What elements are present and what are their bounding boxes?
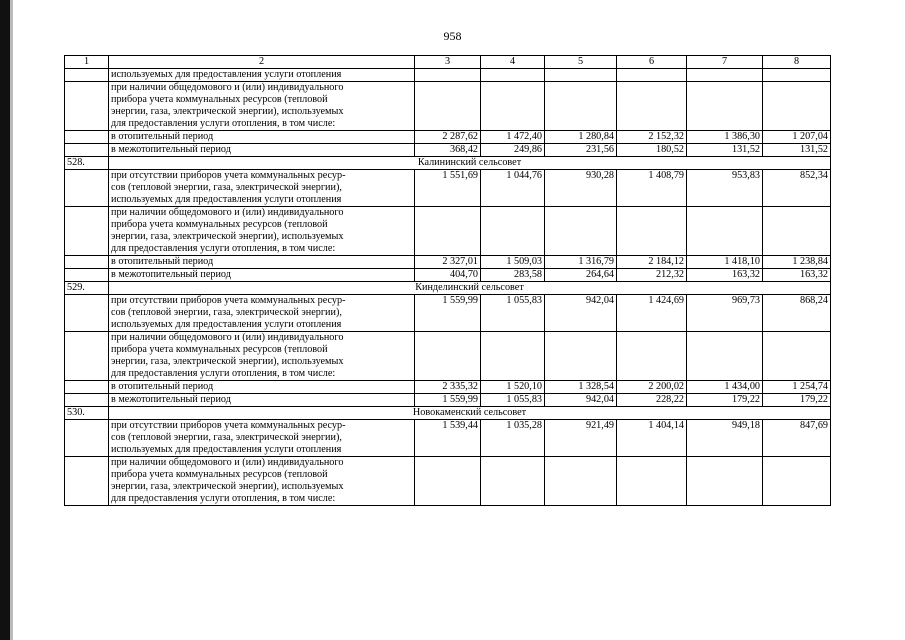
value-cell bbox=[763, 207, 831, 256]
value-cell: 179,22 bbox=[763, 394, 831, 407]
row-number bbox=[65, 131, 109, 144]
table-row bbox=[65, 131, 831, 144]
description-line: сов (тепловой энергии, газа, электрической энергии), bbox=[111, 182, 342, 193]
table-row bbox=[65, 295, 831, 332]
row-number: 528. bbox=[65, 157, 109, 170]
row-number bbox=[65, 207, 109, 256]
value-cell: 1 434,00 bbox=[687, 381, 763, 394]
value-cell: 1 408,79 bbox=[617, 170, 687, 207]
value-cell: 2 184,12 bbox=[617, 256, 687, 269]
row-number bbox=[65, 82, 109, 131]
column-number-header: 5 bbox=[545, 56, 617, 69]
row-description bbox=[109, 256, 415, 269]
description-line: при наличии общедомового и (или) индивидуального bbox=[111, 207, 344, 218]
value-cell bbox=[687, 332, 763, 381]
value-cell: 2 327,01 bbox=[415, 256, 481, 269]
column-number-header-row bbox=[65, 56, 831, 69]
value-cell bbox=[763, 332, 831, 381]
value-cell bbox=[617, 332, 687, 381]
value-cell bbox=[687, 207, 763, 256]
section-title: Кинделинский сельсовет bbox=[109, 282, 831, 295]
value-cell bbox=[481, 69, 545, 82]
value-cell bbox=[687, 69, 763, 82]
table-row bbox=[65, 256, 831, 269]
value-cell: 1 328,54 bbox=[545, 381, 617, 394]
description-line: при отсутствии приборов учета коммунальных ресур- bbox=[111, 420, 346, 431]
value-cell bbox=[415, 457, 481, 506]
column-number-header: 7 bbox=[687, 56, 763, 69]
column-number-header: 1 bbox=[65, 56, 109, 69]
value-cell: 969,73 bbox=[687, 295, 763, 332]
row-description bbox=[109, 457, 415, 506]
row-number bbox=[65, 170, 109, 207]
row-description bbox=[109, 332, 415, 381]
value-cell: 283,58 bbox=[481, 269, 545, 282]
table-row bbox=[65, 170, 831, 207]
description-line: в отопительный период bbox=[111, 381, 214, 392]
description-line: прибора учета коммунальных ресурсов (тепловой bbox=[111, 219, 328, 230]
value-cell bbox=[545, 457, 617, 506]
value-cell: 1 055,83 bbox=[481, 394, 545, 407]
value-cell: 231,56 bbox=[545, 144, 617, 157]
value-cell bbox=[415, 82, 481, 131]
description-line: в отопительный период bbox=[111, 131, 214, 142]
table-row bbox=[65, 457, 831, 506]
table-row bbox=[65, 420, 831, 457]
description-line: для предоставления услуги отопления, в том числе: bbox=[111, 243, 336, 254]
value-cell: 1 539,44 bbox=[415, 420, 481, 457]
value-cell: 212,32 bbox=[617, 269, 687, 282]
row-description bbox=[109, 144, 415, 157]
value-cell: 1 280,84 bbox=[545, 131, 617, 144]
description-line: используемых для предоставления услуги отопления bbox=[111, 444, 342, 455]
section-row bbox=[65, 282, 831, 295]
value-cell: 1 559,99 bbox=[415, 295, 481, 332]
value-cell bbox=[763, 457, 831, 506]
description-line: в межотопительный период bbox=[111, 394, 231, 405]
value-cell bbox=[481, 457, 545, 506]
table-row bbox=[65, 269, 831, 282]
row-description bbox=[109, 82, 415, 131]
row-description bbox=[109, 69, 415, 82]
value-cell: 1 520,10 bbox=[481, 381, 545, 394]
description-line: прибора учета коммунальных ресурсов (тепловой bbox=[111, 344, 328, 355]
value-cell: 1 386,30 bbox=[687, 131, 763, 144]
value-cell: 847,69 bbox=[763, 420, 831, 457]
value-cell: 228,22 bbox=[617, 394, 687, 407]
section-row bbox=[65, 407, 831, 420]
value-cell bbox=[763, 69, 831, 82]
value-cell: 1 404,14 bbox=[617, 420, 687, 457]
value-cell: 942,04 bbox=[545, 295, 617, 332]
table-row bbox=[65, 69, 831, 82]
row-description bbox=[109, 170, 415, 207]
description-line: при отсутствии приборов учета коммунальных ресур- bbox=[111, 170, 346, 181]
value-cell bbox=[545, 332, 617, 381]
table-row bbox=[65, 144, 831, 157]
table-row bbox=[65, 381, 831, 394]
description-line: в межотопительный период bbox=[111, 269, 231, 280]
value-cell bbox=[415, 69, 481, 82]
row-number: 529. bbox=[65, 282, 109, 295]
description-line: прибора учета коммунальных ресурсов (тепловой bbox=[111, 94, 328, 105]
description-line: энергии, газа, электрической энергии), используемых bbox=[111, 481, 344, 492]
value-cell: 2 287,62 bbox=[415, 131, 481, 144]
row-description bbox=[109, 381, 415, 394]
description-line: при наличии общедомового и (или) индивидуального bbox=[111, 332, 344, 343]
column-number-header: 4 bbox=[481, 56, 545, 69]
value-cell: 180,52 bbox=[617, 144, 687, 157]
row-number bbox=[65, 420, 109, 457]
description-line: для предоставления услуги отопления, в том числе: bbox=[111, 493, 336, 504]
value-cell: 163,32 bbox=[763, 269, 831, 282]
value-cell: 921,49 bbox=[545, 420, 617, 457]
value-cell bbox=[687, 82, 763, 131]
row-number bbox=[65, 69, 109, 82]
row-description bbox=[109, 394, 415, 407]
description-line: используемых для предоставления услуги отопления bbox=[111, 319, 342, 330]
description-line: для предоставления услуги отопления, в том числе: bbox=[111, 118, 336, 129]
row-description bbox=[109, 131, 415, 144]
description-line: для предоставления услуги отопления, в том числе: bbox=[111, 368, 336, 379]
description-line: в межотопительный период bbox=[111, 144, 231, 155]
value-cell bbox=[415, 207, 481, 256]
scan-edge-highlight bbox=[10, 0, 13, 640]
row-description bbox=[109, 420, 415, 457]
row-description bbox=[109, 295, 415, 332]
section-title: Новокаменский сельсовет bbox=[109, 407, 831, 420]
value-cell bbox=[481, 82, 545, 131]
value-cell: 1 551,69 bbox=[415, 170, 481, 207]
value-cell: 930,28 bbox=[545, 170, 617, 207]
value-cell bbox=[617, 82, 687, 131]
description-line: сов (тепловой энергии, газа, электрической энергии), bbox=[111, 432, 342, 443]
value-cell: 1 316,79 bbox=[545, 256, 617, 269]
value-cell bbox=[617, 457, 687, 506]
value-cell: 1 559,99 bbox=[415, 394, 481, 407]
value-cell: 368,42 bbox=[415, 144, 481, 157]
value-cell bbox=[481, 207, 545, 256]
row-number bbox=[65, 332, 109, 381]
table-row bbox=[65, 332, 831, 381]
page-number: 958 bbox=[443, 29, 462, 43]
row-number: 530. bbox=[65, 407, 109, 420]
value-cell bbox=[763, 82, 831, 131]
description-line: используемых для предоставления услуги отопления bbox=[111, 69, 342, 80]
description-line: энергии, газа, электрической энергии), используемых bbox=[111, 356, 344, 367]
value-cell: 2 335,32 bbox=[415, 381, 481, 394]
section-row bbox=[65, 157, 831, 170]
scan-edge-shadow bbox=[0, 0, 10, 640]
value-cell bbox=[481, 332, 545, 381]
column-number-header: 8 bbox=[763, 56, 831, 69]
value-cell: 852,34 bbox=[763, 170, 831, 207]
value-cell: 2 200,02 bbox=[617, 381, 687, 394]
description-line: при наличии общедомового и (или) индивидуального bbox=[111, 457, 344, 468]
value-cell bbox=[415, 332, 481, 381]
value-cell: 404,70 bbox=[415, 269, 481, 282]
value-cell: 2 152,32 bbox=[617, 131, 687, 144]
section-title: Калининский сельсовет bbox=[109, 157, 831, 170]
value-cell: 163,32 bbox=[687, 269, 763, 282]
description-line: при отсутствии приборов учета коммунальных ресур- bbox=[111, 295, 346, 306]
value-cell: 1 424,69 bbox=[617, 295, 687, 332]
row-number bbox=[65, 457, 109, 506]
value-cell: 131,52 bbox=[763, 144, 831, 157]
value-cell: 1 254,74 bbox=[763, 381, 831, 394]
value-cell: 1 472,40 bbox=[481, 131, 545, 144]
description-line: при наличии общедомового и (или) индивидуального bbox=[111, 82, 344, 93]
value-cell: 1 509,03 bbox=[481, 256, 545, 269]
value-cell bbox=[545, 69, 617, 82]
value-cell: 1 055,83 bbox=[481, 295, 545, 332]
value-cell: 1 035,28 bbox=[481, 420, 545, 457]
value-cell: 1 207,04 bbox=[763, 131, 831, 144]
row-number bbox=[65, 295, 109, 332]
table-row bbox=[65, 394, 831, 407]
value-cell: 1 418,10 bbox=[687, 256, 763, 269]
value-cell: 1 238,84 bbox=[763, 256, 831, 269]
tariff-table bbox=[64, 55, 831, 506]
value-cell: 1 044,76 bbox=[481, 170, 545, 207]
description-line: прибора учета коммунальных ресурсов (тепловой bbox=[111, 469, 328, 480]
row-number bbox=[65, 381, 109, 394]
description-line: энергии, газа, электрической энергии), используемых bbox=[111, 231, 344, 242]
row-number bbox=[65, 144, 109, 157]
value-cell: 179,22 bbox=[687, 394, 763, 407]
column-number-header: 3 bbox=[415, 56, 481, 69]
row-description bbox=[109, 207, 415, 256]
row-description bbox=[109, 269, 415, 282]
value-cell bbox=[617, 69, 687, 82]
value-cell: 868,24 bbox=[763, 295, 831, 332]
value-cell: 953,83 bbox=[687, 170, 763, 207]
description-line: энергии, газа, электрической энергии), используемых bbox=[111, 106, 344, 117]
value-cell bbox=[545, 207, 617, 256]
description-line: сов (тепловой энергии, газа, электрической энергии), bbox=[111, 307, 342, 318]
row-number bbox=[65, 269, 109, 282]
value-cell: 949,18 bbox=[687, 420, 763, 457]
row-number bbox=[65, 394, 109, 407]
description-line: используемых для предоставления услуги отопления bbox=[111, 194, 342, 205]
row-number bbox=[65, 256, 109, 269]
value-cell bbox=[617, 207, 687, 256]
value-cell bbox=[687, 457, 763, 506]
value-cell: 131,52 bbox=[687, 144, 763, 157]
value-cell: 264,64 bbox=[545, 269, 617, 282]
table-row bbox=[65, 207, 831, 256]
table-row bbox=[65, 82, 831, 131]
column-number-header: 6 bbox=[617, 56, 687, 69]
value-cell: 942,04 bbox=[545, 394, 617, 407]
value-cell: 249,86 bbox=[481, 144, 545, 157]
column-number-header: 2 bbox=[109, 56, 415, 69]
description-line: в отопительный период bbox=[111, 256, 214, 267]
value-cell bbox=[545, 82, 617, 131]
